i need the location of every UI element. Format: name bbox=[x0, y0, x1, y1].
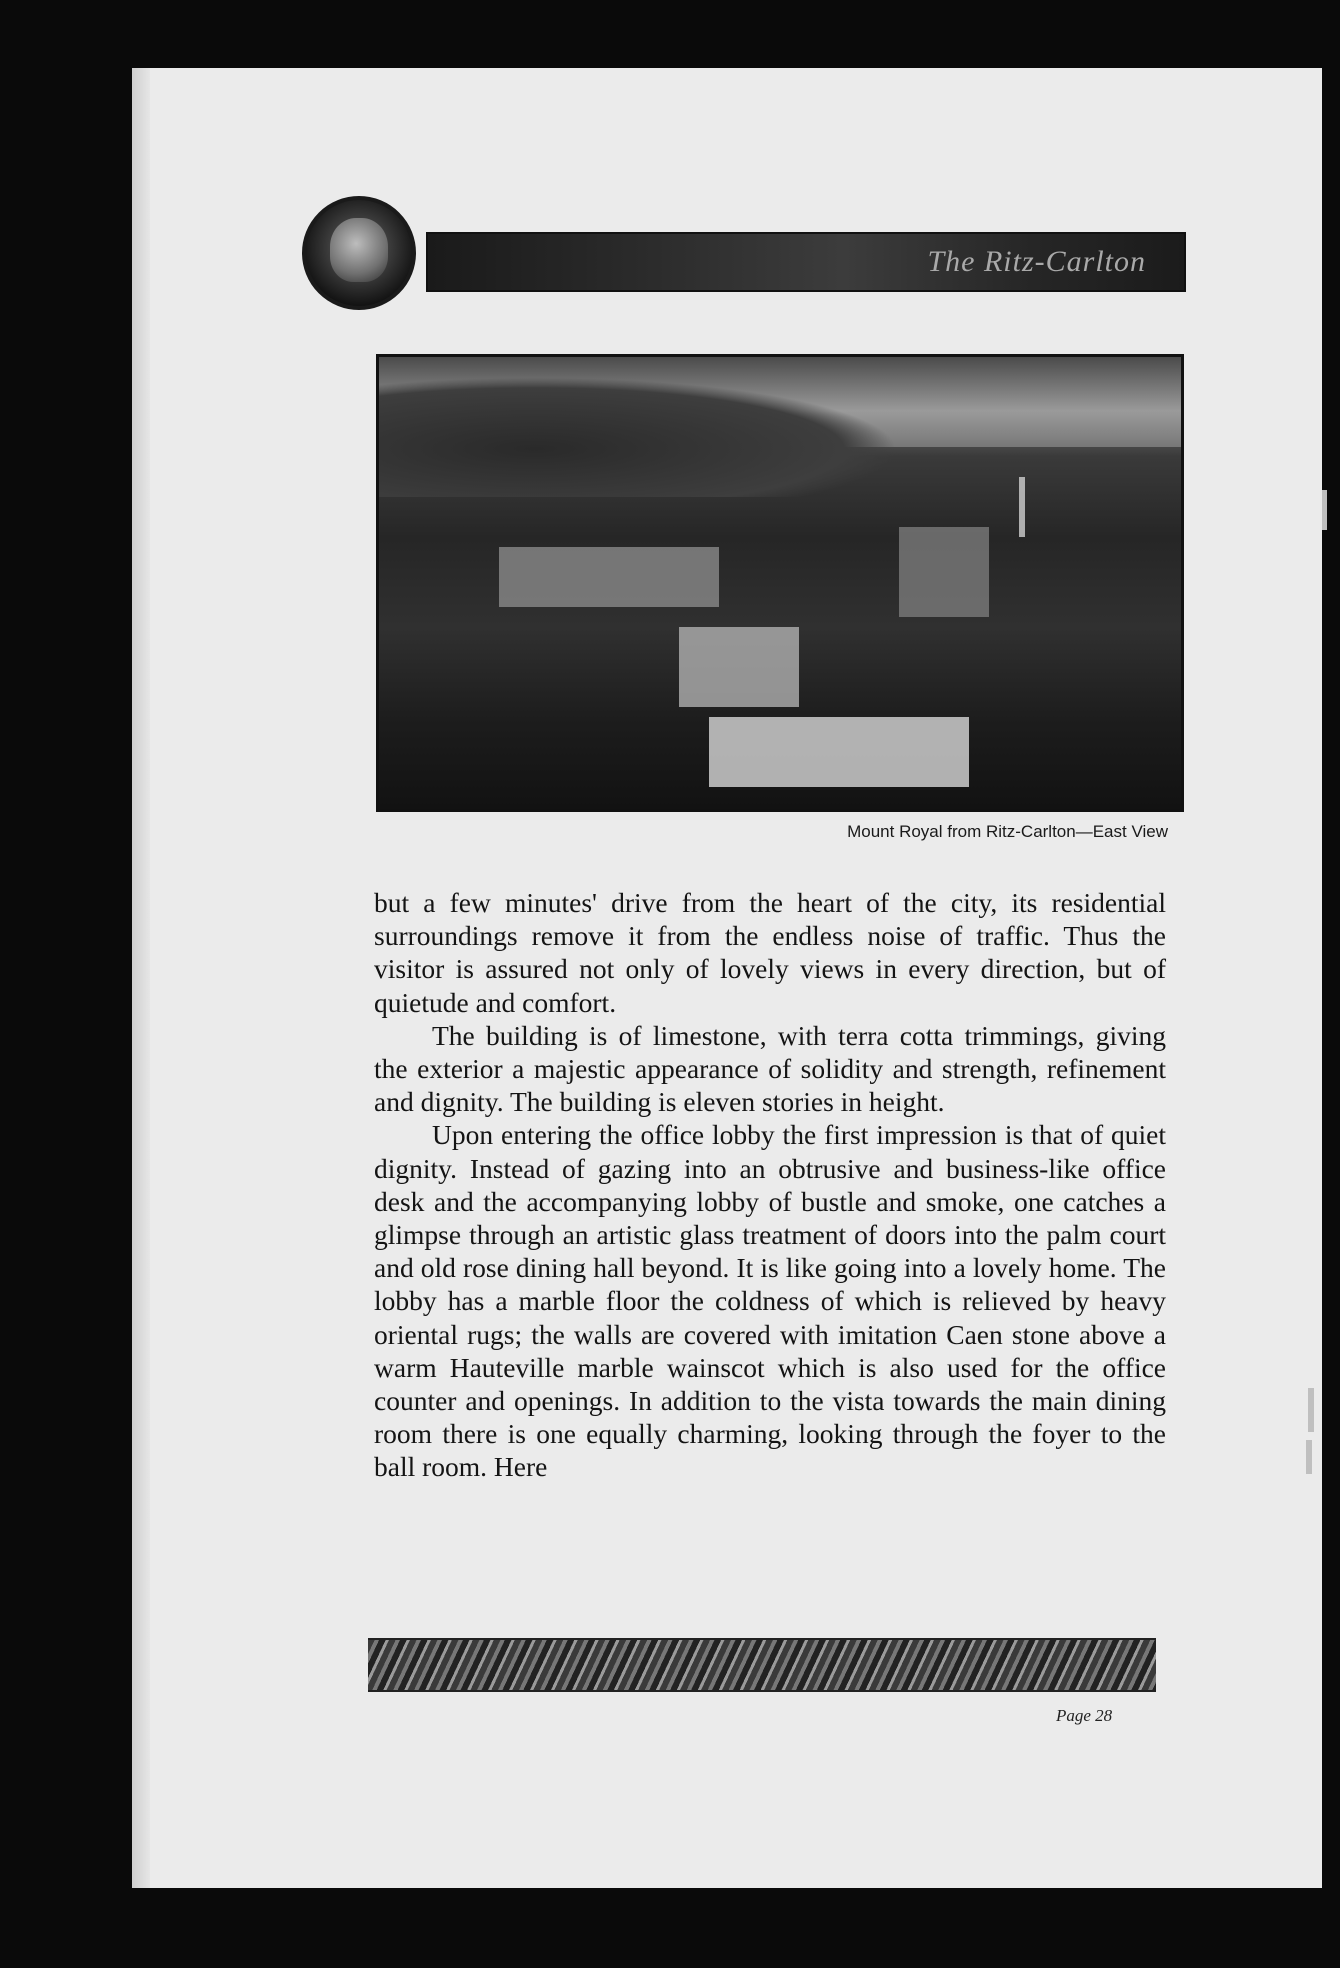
paragraph-2: The building is of limestone, with terra cotta trimmings, giving the exterior a majestic appearance of solidity and strength, refinement and dignity. The building is eleven stories in height. bbox=[374, 1019, 1166, 1118]
header-banner bbox=[426, 232, 1186, 292]
page-number: Page 28 bbox=[1056, 1706, 1113, 1725]
footer-ornament-band bbox=[368, 1638, 1156, 1692]
mount-royal-photo bbox=[376, 354, 1184, 812]
margin-mark bbox=[1322, 490, 1327, 530]
seal-emblem bbox=[330, 218, 388, 282]
photo-caption: Mount Royal from Ritz-Carlton—East View bbox=[847, 822, 1168, 841]
ritz-carlton-seal-logo bbox=[302, 196, 416, 310]
paragraph-1: but a few minutes' drive from the heart of the city, its residential surroundings remove it from the endless noise of traffic. Thus the visitor is assured not only of lovely views in every direction, but of quietude and comfort. bbox=[374, 887, 1166, 1018]
margin-mark bbox=[1308, 1388, 1314, 1432]
page-binding-edge bbox=[132, 68, 150, 1888]
body-text bbox=[374, 886, 1166, 1484]
margin-mark bbox=[1306, 1440, 1312, 1474]
header-title: The Ritz-Carlton bbox=[927, 245, 1146, 278]
photo-house bbox=[899, 527, 989, 617]
photo-rooftops bbox=[499, 547, 719, 607]
photo-building bbox=[679, 627, 799, 707]
photo-roof-foreground bbox=[709, 717, 969, 787]
paragraph-3: Upon entering the office lobby the first impression is that of quiet dignity. Instead of gazing into an obtrusive and business-like office desk and the accompanying lobby of bustle and smoke, one catches a glimpse through an artistic glass treatment of doors into the palm court and old rose dining hall beyond. It is like going into a lovely home. The lobby has a marble floor the coldness of which is relieved by heavy oriental rugs; the walls are covered with imitation Caen stone above a warm Hauteville marble wainscot which is also used for the office counter and openings. In addition to the vista towards the main dining room there is one equally charming, looking through the foyer to the ball room. Here bbox=[374, 1119, 1166, 1483]
photo-spire bbox=[1019, 477, 1025, 537]
photo-hillside bbox=[379, 377, 899, 497]
